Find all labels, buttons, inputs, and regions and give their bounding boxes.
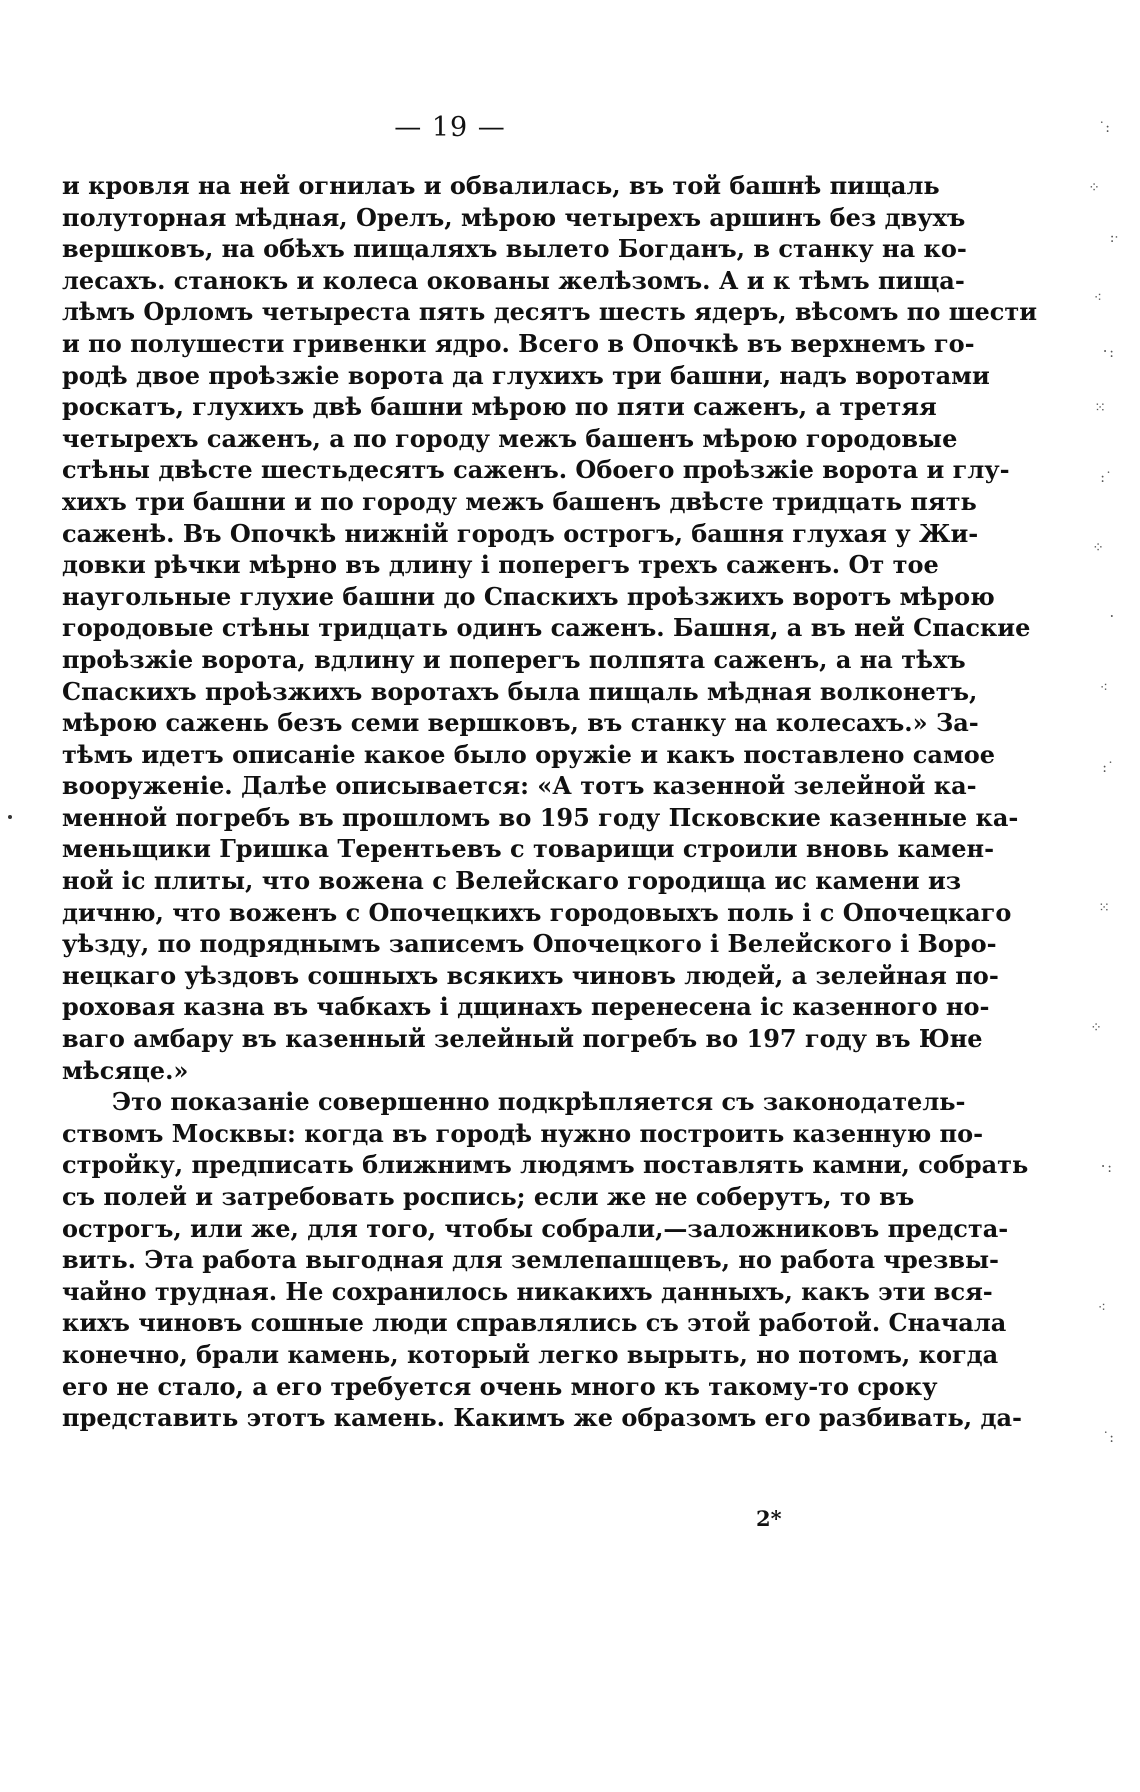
text-line: лѣмъ Орломъ четыреста пять десятъ шесть ядеръ, вѣсомъ по шести xyxy=(62,297,1038,327)
scan-speck xyxy=(8,815,12,819)
text-line: и кровля на ней огнилаъ и обвалилась, въ той башнѣ пищаль xyxy=(62,171,940,200)
text-line: саженѣ. Въ Опочкѣ нижній городъ острогъ, башня глухая у Жи- xyxy=(62,518,979,548)
text-line: дичню, что воженъ с Опочецкихъ городовыхъ поль і с Опочецкаго xyxy=(62,897,1012,927)
text-line: полуторная мѣдная, Орелъ, мѣрою четырехъ аршинъ без двухъ xyxy=(62,202,966,232)
text-line: хихъ три башни и по городу межъ башенъ двѣсте тридцать пять xyxy=(62,486,977,516)
text-line: ной іс плиты, что вожена с Велейскаго городища ис камени из xyxy=(62,866,962,896)
text-line: роскатъ, глухихъ двѣ башни мѣрою по пяти саженъ, а третяя xyxy=(62,392,937,422)
text-line: съ полей и затребовать роспись; если же не соберутъ, то въ xyxy=(62,1182,915,1211)
text-line: и по полушести гривенки ядро. Всего в Опочкѣ въ верхнемъ го- xyxy=(62,328,975,358)
text-line: довки рѣчки мѣрно въ длину і поперегъ трехъ саженъ. От тое xyxy=(62,550,939,580)
text-line: наугольные глухие башни до Спаскихъ проѣзжихъ воротъ мѣрою xyxy=(62,581,995,611)
text-line: Это показаніе совершенно подкрѣпляется съ законодатель- xyxy=(112,1087,966,1117)
text-line: вить. Эта работа выгодная для землепашцевъ, но работа чрезвы- xyxy=(62,1245,1000,1275)
signature-mark: 2* xyxy=(756,1506,782,1531)
text-line: мѣсяце.» xyxy=(62,1055,189,1085)
scan-margin-noise: ˙: ⁘ :ᐧ ⁖ ᛫: ⁙ :˙ ⁘ ᛫ ⁖ :˙ ⁙ ⁘ ᛫: ⁖ ˙: xyxy=(1088,120,1118,1446)
text-line: вооруженіе. Далѣе описывается: «А тотъ казенной зелейной ка- xyxy=(62,771,977,801)
text-line: четырехъ саженъ, а по городу межъ башенъ мѣрою городовые xyxy=(62,423,958,453)
text-line: тѣмъ идетъ описаніе какое было оружіе и какъ поставлено самое xyxy=(62,739,996,769)
text-line: стройку, предписать ближнимъ людямъ поставлять камни, собрать xyxy=(62,1150,1029,1180)
text-line: Спаскихъ проѣзжихъ воротахъ была пищаль мѣдная волконетъ, xyxy=(62,676,978,706)
text-line: ваго амбару въ казенный зелейный погребъ во 197 году въ Юне xyxy=(62,1024,983,1054)
paragraph-1 xyxy=(62,170,1038,1086)
text-line: стѣны двѣсте шестьдесятъ саженъ. Обоего проѣзжіе ворота и глу- xyxy=(62,455,1010,485)
text-line: острогъ, или же, для того, чтобы собрали,—заложниковъ предста- xyxy=(62,1213,1009,1243)
text-line: меньщики Гришка Терентьевъ с товарищи строили вновь камен- xyxy=(62,834,995,864)
text-line: вершковъ, на обѣхъ пищаляхъ вылето Богданъ, в станку на ко- xyxy=(62,234,967,264)
text-line: представить этотъ камень. Какимъ же образомъ его разбивать, да- xyxy=(62,1403,1023,1433)
text-line: конечно, брали камень, который легко вырыть, но потомъ, когда xyxy=(62,1339,999,1369)
body-text xyxy=(62,170,1038,1434)
text-line: роховая казна въ чабкахъ і дщинахъ перенесена іс казенного но- xyxy=(62,992,990,1022)
page-number: — 19 — xyxy=(394,112,506,143)
text-line: нецкаго уѣздовъ сошныхъ всякихъ чиновъ людей, а зелейная по- xyxy=(62,960,999,990)
paragraph-2 xyxy=(62,1086,1029,1434)
text-line: проѣзжіе ворота, вдлину и поперегъ полпята саженъ, а на тѣхъ xyxy=(62,644,966,674)
text-line: чайно трудная. Не сохранилось никакихъ данныхъ, какъ эти вся- xyxy=(62,1276,993,1306)
text-line: ствомъ Москвы: когда въ городѣ нужно построить казенную по- xyxy=(62,1118,984,1148)
text-line: родѣ двое проѣзжіе ворота да глухихъ три башни, надъ воротами xyxy=(62,360,990,390)
text-line: кихъ чиновъ сошные люди справлялись съ этой работой. Сначала xyxy=(62,1308,1007,1338)
text-line: лесахъ. станокъ и колеса окованы желѣзомъ. А и к тѣмъ пища- xyxy=(62,265,965,295)
text-line: менной погребъ въ прошломъ во 195 году Псковские казенные ка- xyxy=(62,802,1019,832)
text-line: уѣзду, по подряднымъ записемъ Опочецкого і Велейского і Воро- xyxy=(62,929,997,959)
text-line: мѣрою сажень безъ семи вершковъ, въ станку на колесахъ.» За- xyxy=(62,708,979,738)
text-line: его не стало, а его требуется очень много къ такому-то сроку xyxy=(62,1371,938,1401)
text-line: городовые стѣны тридцать одинъ саженъ. Башня, а въ ней Спаские xyxy=(62,613,1031,643)
